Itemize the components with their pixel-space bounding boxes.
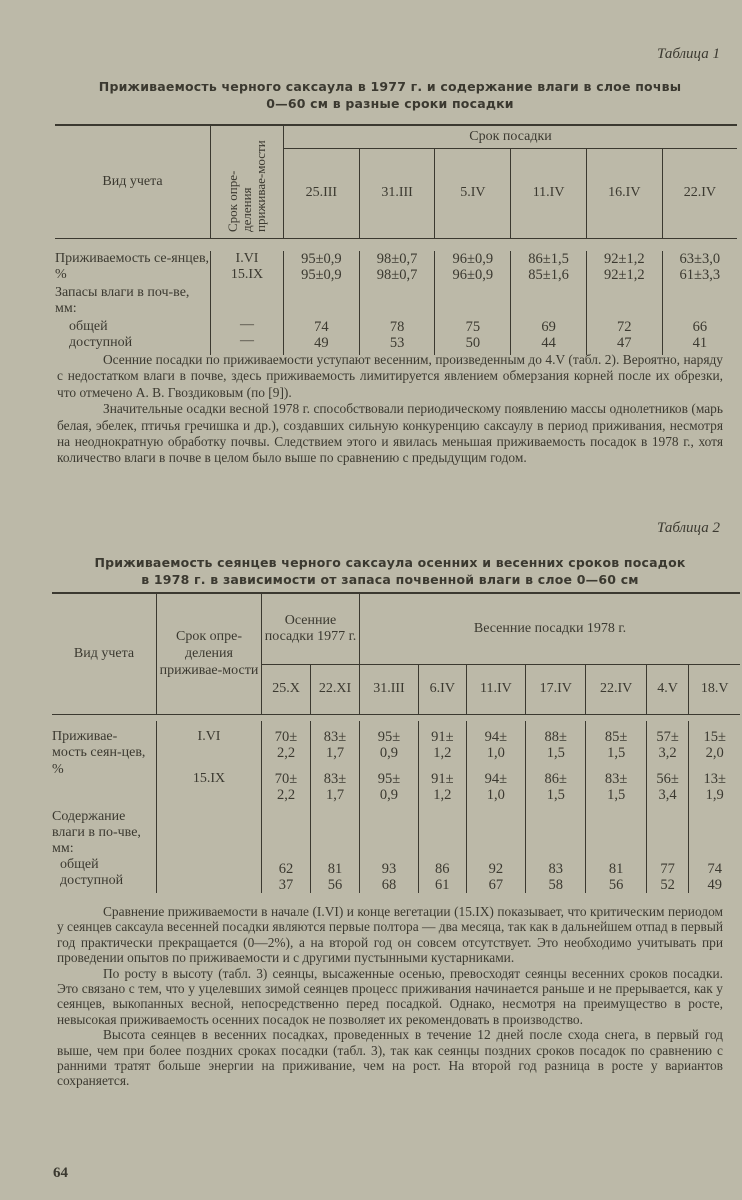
t1-survival-15IX: 96±0,9 (452, 266, 494, 283)
t2-moisture-total: 81 (608, 860, 624, 877)
t1-date-header: 5.IV (435, 148, 511, 238)
t1-value-cell (662, 251, 737, 355)
t2-survival-1VI-error: 2,2 (276, 744, 296, 761)
t2-header-spring: Весенние посадки 1978 г. (360, 594, 741, 664)
t2-moisture-total: 77 (660, 860, 675, 877)
t2-moisture-total: 83 (548, 860, 564, 877)
t2-value-cell (466, 721, 525, 893)
t1-moisture-total: 75 (465, 318, 481, 335)
t2-survival-15IX-error: 1,9 (705, 786, 724, 803)
t2-moisture-available: 67 (488, 876, 504, 893)
t1-value-cell (586, 251, 662, 355)
t1-survival-1VI: 98±0,7 (376, 250, 418, 267)
t2-moisture-available: 37 (278, 876, 294, 893)
t2-survival-1VI-error: 2,0 (705, 744, 724, 761)
paragraph: По росту в высоту (табл. 3) сеянцы, высаженные осенью, превосходят сеянцы весенних сроков посадки. Это связано с тем, что у уцелевших зимой сеянцев процесс приживания начинается раньше и не прерывается, как у сеянцев, выкопанных весной, непосредственно перед посадкой. Однако, несмотря на преимущество в росте, невысокая приживаемость осенних посадок не позволяет их рекомендовать в производство. (57, 965, 723, 1027)
t2-survival-15IX-error: 1,0 (486, 786, 505, 803)
paragraph: Значительные осадки весной 1978 г. способствовали периодическому появлению массы однолетников (марь белая, эбелек, птичья гречишка и др.), создавших сильную конкуренцию саксаулу в период приживания, несмотря на неоднократную обработку почвы. Следствием этого и явилась меньшая приживаемость посадок в 1978 г., хотя количество влаги в почве в целом было выше по сравнению с предыдущим годом. (57, 401, 723, 466)
t2-row-label: Приживае-мость сеян-цев, % (52, 728, 146, 777)
t2-row-label: общей (60, 856, 99, 872)
t1-date-header: 31.III (359, 148, 435, 238)
table1-label: Таблица 1 (657, 46, 720, 62)
t1-period: 15.IX (230, 266, 264, 282)
t2-value-cell (646, 721, 689, 893)
t2-value-cell (526, 721, 586, 893)
t1-row-labels (55, 251, 211, 355)
t2-moisture-total: 81 (327, 860, 343, 877)
t2-survival-1VI-error: 1,7 (325, 744, 345, 761)
t1-survival-15IX: 92±1,2 (604, 266, 645, 283)
t2-row-label: Содержание влаги в по-чве, мм: (52, 808, 141, 856)
t1-survival-1VI: 86±1,5 (528, 250, 569, 267)
t2-survival-15IX-error: 2,2 (276, 786, 296, 803)
t1-moisture-total: 72 (617, 318, 632, 335)
t2-moisture-total: 86 (435, 860, 450, 877)
t2-value-cell (360, 721, 419, 893)
table1-title-line2: 0—60 см в разные сроки посадки (266, 96, 514, 111)
t2-survival-15IX-mean: 56± (656, 770, 679, 787)
t2-survival-1VI-mean: 88± (544, 728, 567, 745)
table1-title-line1: Приживаемость черного саксаула в 1977 г. и содержание влаги в слое почвы (98, 79, 682, 94)
t1-value-cell (359, 251, 435, 355)
t1-survival-1VI: 63±3,0 (679, 250, 721, 267)
t2-date-header: 22.XI (311, 664, 360, 714)
t1-date-header: 25.III (284, 148, 360, 238)
t2-survival-15IX-mean: 70± (274, 770, 298, 787)
t1-date-header: 22.IV (662, 148, 737, 238)
t1-moisture-available: 50 (465, 334, 481, 351)
t2-survival-1VI-mean: 85± (604, 728, 628, 745)
paragraph: Осенние посадки по приживаемости уступают весенним, произведенным до 4.V (табл. 2). Вероятно, наряду с недостатком влаги в почве, здесь приживаемость лимитируется явлением обмерзания корней после их обрезки, что отмечено А. В. Гвоздиковым (по [9]). (57, 352, 723, 400)
t1-survival-15IX: 98±0,7 (376, 266, 418, 283)
t2-date-header: 18.V (689, 664, 740, 714)
t2-header-period: Срок опре-деления приживае-мости (157, 594, 262, 714)
t2-date-header: 25.X (262, 664, 311, 714)
t2-date-header: 31.III (360, 664, 419, 714)
t1-period: I.VI (235, 250, 259, 266)
t1-moisture-total: 78 (389, 318, 405, 335)
t2-survival-15IX-error: 1,7 (325, 786, 345, 803)
t2-survival-15IX-error: 1,5 (607, 786, 626, 803)
t2-value-cell (418, 721, 466, 893)
t2-survival-1VI-error: 1,0 (486, 744, 505, 761)
table2-title (60, 554, 720, 588)
t2-survival-15IX-mean: 83± (323, 770, 347, 787)
t1-moisture-available: 41 (692, 334, 708, 351)
paragraph: Высота сеянцев в весенних посадках, проведенных в течение 12 дней после схода снега, в первый год выше, чем при более поздних сроках посадки (табл. 3), так как сеянцы поздних сроков посадок по сравнению с ранними тратят больше энергии на приживание, чем на рост. На второй год разница в росте у вариантов сохраняется. (57, 1027, 723, 1089)
table2-title-line1: Приживаемость сеянцев черного саксаула осенних и весенних сроков посадок (94, 555, 686, 570)
table1 (55, 126, 737, 355)
t1-dash: — (240, 316, 254, 332)
t2-survival-15IX-mean: 83± (604, 770, 628, 787)
t2-survival-15IX-mean: 91± (431, 770, 454, 787)
t1-moisture-total: 66 (692, 318, 708, 335)
t2-survival-15IX-error: 0,9 (379, 786, 399, 803)
t2-survival-15IX-error: 1,2 (433, 786, 452, 803)
t2-moisture-total: 62 (278, 860, 294, 877)
body-text-1 (57, 352, 723, 467)
t1-survival-15IX: 61±3,3 (679, 266, 721, 283)
t1-survival-1VI: 92±1,2 (604, 250, 645, 267)
t2-survival-1VI-mean: 15± (703, 728, 726, 745)
t2-period: I.VI (197, 728, 221, 744)
t1-value-cell (511, 251, 587, 355)
t2-survival-1VI-error: 1,5 (607, 744, 626, 761)
body-text-2 (57, 904, 723, 1089)
t1-period-cell (211, 251, 284, 355)
t2-survival-1VI-error: 0,9 (379, 744, 399, 761)
t2-date-header: 22.IV (586, 664, 646, 714)
t1-row-label: Приживаемость се-янцев, % (55, 250, 210, 282)
t1-header-record-type: Вид учета (102, 173, 163, 189)
t2-survival-1VI-error: 1,5 (546, 744, 565, 761)
t1-moisture-total: 74 (314, 318, 329, 335)
t2-survival-15IX-mean: 86± (544, 770, 567, 787)
t1-dash: — (240, 332, 254, 348)
t2-period-cell (157, 721, 262, 893)
t1-survival-15IX: 85±1,6 (528, 266, 569, 283)
t2-value-cell (689, 721, 740, 893)
t2-survival-15IX-error: 1,5 (546, 786, 565, 803)
t2-survival-1VI-error: 3,2 (658, 744, 677, 761)
t2-survival-1VI-error: 1,2 (433, 744, 452, 761)
t2-survival-1VI-mean: 91± (431, 728, 454, 745)
t2-survival-15IX-mean: 13± (703, 770, 726, 787)
t1-date-header: 16.IV (586, 148, 662, 238)
t2-moisture-available: 56 (608, 876, 624, 893)
t2-survival-1VI-mean: 95± (377, 728, 401, 745)
t1-header-planting-date: Срок посадки (284, 126, 738, 148)
t1-value-cell (284, 251, 360, 355)
t1-moisture-available: 47 (617, 334, 632, 351)
t2-moisture-available: 56 (327, 876, 343, 893)
t2-value-cell (311, 721, 360, 893)
t1-date-header: 11.IV (511, 148, 587, 238)
t2-moisture-available: 61 (435, 876, 450, 893)
t2-moisture-available: 49 (707, 876, 722, 893)
t2-header-autumn: Осенние посадки 1977 г. (262, 594, 360, 664)
t1-row-label: доступной (69, 335, 133, 350)
t2-survival-15IX-error: 3,4 (658, 786, 677, 803)
t2-moisture-available: 58 (548, 876, 564, 893)
t2-moisture-available: 52 (660, 876, 675, 893)
t2-moisture-total: 93 (381, 860, 397, 877)
table2-title-line2: в 1978 г. в зависимости от запаса почвенной влаги в слое 0—60 см (141, 572, 639, 587)
t1-row-label: Запасы влаги в поч-ве, мм: (55, 284, 190, 316)
t2-value-cell (586, 721, 646, 893)
t2-survival-1VI-mean: 70± (274, 728, 298, 745)
table1-title (60, 78, 720, 112)
t1-row-label: общей (69, 318, 108, 334)
page-number: 64 (53, 1165, 68, 1181)
t2-date-header: 6.IV (418, 664, 466, 714)
t1-header-period (211, 126, 284, 238)
t1-survival-1VI: 95±0,9 (301, 250, 342, 267)
t2-survival-1VI-mean: 57± (656, 728, 679, 745)
paragraph: Сравнение приживаемости в начале (I.VI) и конце вегетации (15.IX) показывает, что критическим периодом у сеянцев саксаула весенней посадки являются первые полтора — два месяца, так как в дальнейшем отпад в первый год практически прекращается (0—2%), а на второй год он совсем отсутствует. Это необходимо учитывать при проведении опытов по приживаемости и с другими пустынными кустарниками. (57, 904, 723, 966)
t2-value-cell (262, 721, 311, 893)
t2-row-labels (52, 721, 157, 893)
table2 (52, 594, 740, 893)
t2-survival-1VI-mean: 83± (323, 728, 347, 745)
t1-moisture-available: 44 (541, 334, 556, 351)
t1-survival-15IX: 95±0,9 (301, 266, 342, 283)
t2-period: 15.IX (192, 770, 226, 786)
t1-moisture-total: 69 (541, 318, 556, 335)
t2-date-header: 11.IV (466, 664, 525, 714)
t2-moisture-available: 68 (381, 876, 397, 893)
t2-date-header: 17.IV (526, 664, 586, 714)
t2-header-record-type: Вид учета (73, 645, 135, 661)
table2-label: Таблица 2 (657, 520, 720, 536)
t2-row-label: доступной (60, 872, 124, 888)
t2-survival-1VI-mean: 94± (484, 728, 508, 745)
t1-value-cell (435, 251, 511, 355)
t1-moisture-available: 53 (389, 334, 405, 351)
t2-survival-15IX-mean: 94± (484, 770, 508, 787)
t2-moisture-total: 74 (707, 860, 722, 877)
t2-date-header: 4.V (646, 664, 689, 714)
t1-header-period-text: Срок опре-деления приживае-мости (225, 140, 268, 232)
t2-survival-15IX-mean: 95± (377, 770, 401, 787)
t2-moisture-total: 92 (488, 860, 504, 877)
t1-survival-1VI: 96±0,9 (452, 250, 494, 267)
t1-moisture-available: 49 (314, 334, 329, 351)
